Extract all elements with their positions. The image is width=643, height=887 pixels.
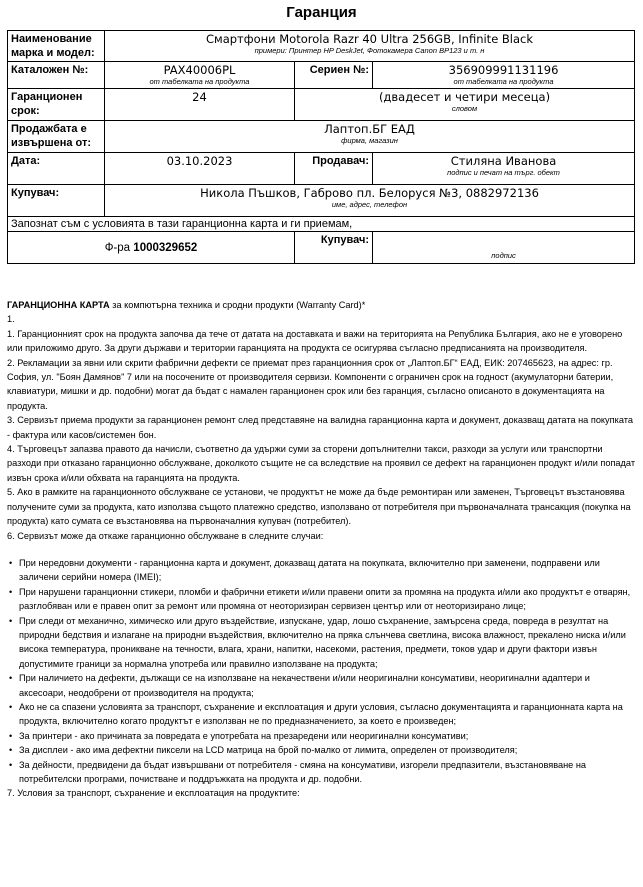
terms-bullet-item: • При наличието на дефекти, дължащи се на използване на некачествени и/или неоригинални консумативи, неоригинални адаптери и аксесоари, неодобрени от производителя на продукта; [9, 673, 590, 698]
warranty-words: (двадесет и четири месеца) [378, 90, 551, 104]
bullet-dot-icon: • [9, 759, 13, 770]
seller-label: Продажбата е извършена от: [8, 121, 105, 153]
product-cell [105, 31, 635, 62]
page-title: Гаранция [286, 4, 357, 21]
seller-value: Лаптоп.БГ ЕАД [324, 122, 415, 136]
bullet-dot-icon: • [9, 586, 13, 597]
terms-paragraph-2: 2. Рекламации за явни или скрити фабрични дефекти се приемат през гаранционния срок от „Лаптоп.БГ“ ЕАД, ЕИК: 207465623, на адрес: гр. София, ул. "Боян Дамянов" 7 или на посочените от производителя сервизи. Компоненти с ограничен срок на годност (акумулаторни батерии, клавиатури, мишки и др. подобни) могат да бъдат с намален гаранционен срок или без гаранция, съгласно описаното в документацията на продукта. [7, 357, 614, 411]
terms-bullet-item: • За принтери - ако причината за повредата е употребата на презаредени или неоригинални консумативи; [7, 729, 637, 743]
terms-bullet-item: • Ако не са спазени условията за транспорт, съхранение и експлоатация и други условия, съгласно документацията и гаранционната карта на продукта, включително когато продуктът е използван не по предназначението, за което е произведен; [9, 701, 623, 727]
terms-bullet-item: • При нередовни документи - гаранционна карта и документ, доказващ датата на покупката, включително при заменени, подправени или заличени серийни номера (IMEI); [9, 557, 600, 583]
warranty-label: Гаранционен срок: [8, 89, 105, 121]
salesman-label: Продавач: [295, 153, 373, 185]
serial-label: Сериен №: [295, 62, 373, 89]
terms-paragraph-6: 6. Сервизът може да откаже гаранционно обслужване в следните случаи: [7, 530, 324, 541]
product-label: Наименование марка и модел: [8, 31, 105, 62]
bullet-dot-icon: • [9, 730, 13, 741]
catalog-hint: от табелката на продукта [149, 77, 250, 86]
catalog-cell [105, 62, 295, 89]
terms-bullet-item: • При нарушени гаранционни стикери, пломби и фабрични етикети и/или правени опити за промяна на продукта и/или ако продуктът е отварян, разглобяван или е правен опит за ремонт или промяна от неоторизиран сервизен център или от неоторизирано лице; [9, 586, 631, 612]
salesman-cell [373, 153, 635, 185]
terms-bullet-item: • При следи от механично, химическо или друго въздействие, изпускане, удар, лошо съхранение, замърсена среда, повреда в резултат на природни бедствия и излагане на природни въздействия, включително на пряка слънчева светлина, висока влажност, прекалено ниска и/или висока температура, проникване на течности, влага, храни, напитки, насекоми, растения, предмети, токов удар и други фактори извън допустимите граници за нормална употреба или правилно използване на продукта; [9, 615, 626, 669]
terms-paragraph-1: 1. Гаранционният срок на продукта започва да тече от датата на доставката и важи на територията на Република България, ако не е уговорено или приложимо друго. За други държави и територии гаранцията на продукта се осигурява съгласно предписанията на производителя. [7, 328, 623, 354]
catalog-label: Каталожен №: [8, 62, 105, 89]
buyer-cell [105, 185, 635, 217]
invoice-number: 1000329652 [133, 242, 198, 254]
buyer-label: Купувач: [8, 185, 105, 217]
bullet-dot-icon: • [9, 701, 13, 712]
warranty-value: 24 [192, 90, 207, 104]
invoice-cell [8, 232, 295, 264]
serial-value: 356909991131196 [448, 63, 559, 77]
salesman-hint: подпис и печат на търг. обект [447, 168, 560, 177]
serial-hint: от табелката на продукта [453, 77, 554, 86]
agreement-text: Запознат съм с условията в тази гаранционна карта и ги приемам, [8, 217, 635, 232]
terms-bullet-item: • За дисплеи - ако има дефектни пиксели на LCD матрица на брой по-малко от лимита, определен от производителя; [7, 743, 637, 757]
bullet-dot-icon: • [9, 673, 13, 684]
seller-cell [105, 121, 635, 153]
seller-hint: фирма, магазин [341, 136, 398, 145]
warranty-form-table [7, 30, 635, 264]
terms-bullet-list [7, 556, 637, 787]
terms-paragraph-3: 3. Сервизът приема продукти за гаранционен ремонт след представяне на валидна гаранционна карта и документ, доказващ датата на покупката - фактура или касов/системен бон. [7, 415, 633, 440]
terms-paragraph-7: 7. Условия за транспорт, съхранение и експлоатация на продуктите: [7, 788, 300, 799]
buyer-sign-hint: подпис [491, 251, 516, 260]
terms-bullet-item: • За дейности, предвидени да бъдат извършвани от потребителя - смяна на консумативи, изгорели предпазители, възстановяване на потребителски програми, почистване и поддръжката на продукта и др. подобни. [9, 759, 587, 784]
invoice-prefix: Ф-ра [104, 242, 131, 254]
date-cell [105, 153, 295, 185]
buyer-hint: име, адрес, телефон [331, 200, 408, 209]
bullet-dot-icon: • [9, 557, 13, 568]
warranty-months-cell [105, 89, 295, 121]
terms-item-number: 1. [7, 314, 15, 325]
bullet-dot-icon: • [9, 745, 13, 756]
terms-heading: ГАРАНЦИОННА КАРТА за компютърна техника и сродни продукти (Warranty Card)* [7, 300, 366, 310]
catalog-value: PAX40006PL [163, 63, 236, 77]
date-value: 03.10.2023 [166, 154, 233, 168]
product-value: Смартфони Motorola Razr 40 Ultra 256GB, Infinite Black [205, 32, 534, 46]
warranty-terms [7, 298, 637, 801]
serial-cell [373, 62, 635, 89]
terms-paragraph-4: 4. Търговецът запазва правото да начисли, съответно да удържи суми за сторени допълнителни такси, разходи за услуги или транспортни разходи при отказано гаранционно обслужване, доколкото същите не са вследствие на проявил се дефект на гаранционен продукт и/или попадат извън срока и/или обхвата на гаранцията на продукта. [7, 444, 636, 483]
salesman-value: Стиляна Иванова [450, 154, 557, 168]
warranty-hint: словом [451, 104, 478, 113]
date-label: Дата: [8, 153, 105, 185]
terms-paragraph-5: 5. Ако в рамките на гаранционното обслужване се установи, че продуктът не може да бъде ремонтиран или заменен, Търговецът възстановява получените суми за продукта, като използва същото платежно средство, използвано от потребителя при първоначалната трансакция (покупка на продукта) като сумата се възстановява на първоначалния купувач (потребител). [7, 487, 631, 527]
buyer-sign-cell [373, 232, 635, 264]
product-hint: примери: Принтер HP DeskJet, Фотокамера Canon BP123 и т. н [254, 46, 485, 55]
bullet-dot-icon: • [9, 615, 13, 626]
warranty-words-cell [295, 89, 635, 121]
buyer-value: Никола Пъшков, Габрово пл. Белоруся №3, 0882972136 [200, 186, 539, 200]
buyer-sign-label: Купувач: [295, 232, 373, 264]
